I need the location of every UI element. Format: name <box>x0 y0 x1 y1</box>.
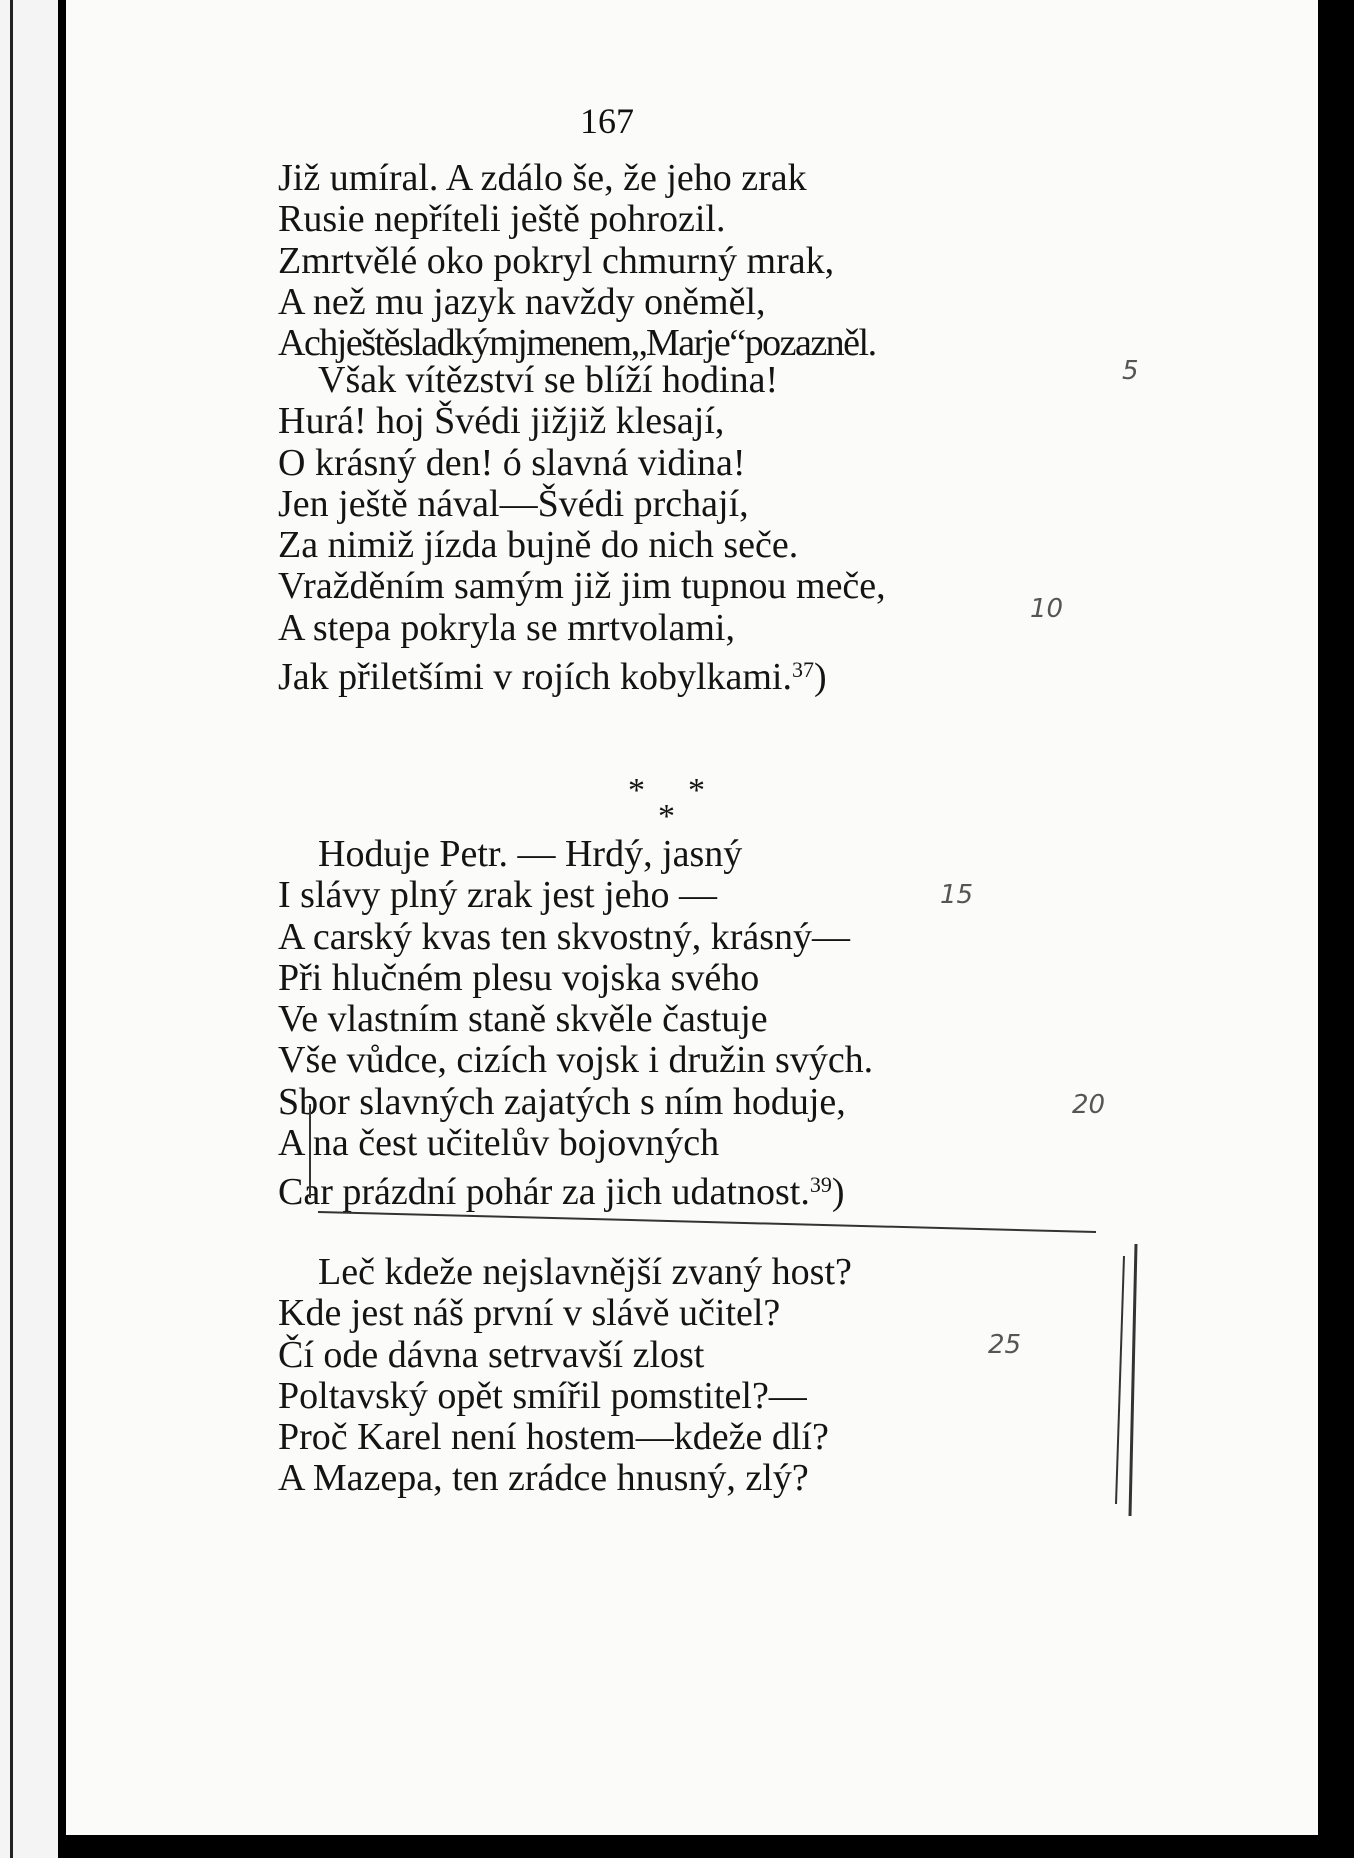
margin-line-count: 10 <box>1030 594 1064 624</box>
verse-line: Jen ještě nával—Švédi prchají, <box>278 482 749 525</box>
verse-line: Však vítězství se blíží hodina! <box>318 359 779 401</box>
footnote-paren: ) <box>831 1171 845 1214</box>
verse-line: Vražděním samým již jim tupnou meče, <box>278 565 886 608</box>
verse-line: Hurá! hoj Švédi jižjiž klesají, <box>278 400 725 443</box>
verse-line: Achještěsladkýmjmenem„Marje“pozazněl. <box>278 322 876 365</box>
separator-star: * <box>628 772 645 809</box>
page-number: 167 <box>580 101 634 141</box>
verse-line: Kde jest náš první v slávě učitel? <box>278 1292 781 1335</box>
margin-line-count: 15 <box>940 880 974 910</box>
right-bracket-line <box>1130 1244 1136 1516</box>
verse-line: Leč kdeže nejslavnější zvaný host? <box>318 1251 852 1293</box>
separator-star: * <box>688 772 705 809</box>
verse-line: Proč Karel není hostem—kdeže dlí? <box>278 1416 829 1459</box>
verse-text: Car prázdní pohár za jich udatnost. <box>278 1171 810 1214</box>
verse-line: A stepa pokryla se mrtvolami, <box>278 606 735 649</box>
separator-star: * <box>658 798 675 835</box>
margin-line-count: 20 <box>1072 1090 1106 1120</box>
margin-line-count: 25 <box>988 1330 1022 1360</box>
footnote-marker: 39 <box>809 1172 832 1198</box>
verse-line: O krásný den! ó slavná vidina! <box>278 441 746 484</box>
verse-line: Vše vůdce, cizích vojsk i družin svých. <box>278 1039 874 1082</box>
verse-text: Jak přiletšími v rojích kobylkami. <box>278 656 792 699</box>
footnote-paren: ) <box>813 656 827 699</box>
verse-line: Při hlučném plesu vojska svého <box>278 956 760 999</box>
footnote-marker: 37 <box>791 657 814 683</box>
verse-line: A na čest učitelův bojovných <box>278 1122 720 1165</box>
verse-line: Poltavský opět smířil pomstitel?— <box>278 1374 807 1417</box>
verse-line: Zmrtvělé oko pokryl chmurný mrak, <box>278 239 835 282</box>
verse-line: Sbor slavných zajatých s ním hoduje, <box>278 1080 846 1123</box>
verse-line: Čí ode dávna setrvavší zlost <box>278 1333 705 1376</box>
verse-line: I slávy plný zrak jest jeho — <box>278 874 718 917</box>
verse-line: A Mazepa, ten zrádce hnusný, zlý? <box>278 1457 809 1500</box>
verse-line: Rusie nepříteli ještě pohrozil. <box>278 198 726 241</box>
verse-line: A než mu jazyk navždy oněměl, <box>278 280 766 323</box>
verse-line: Za nimiž jízda bujně do nich seče. <box>278 524 799 567</box>
margin-line-count: 5 <box>1122 356 1139 386</box>
verse-line: A carský kvas ten skvostný, krásný— <box>278 915 851 958</box>
verse-line: Již umíral. A zdálo še, že jeho zrak <box>278 157 807 199</box>
underline-stroke <box>318 1212 1096 1232</box>
right-bracket-line <box>1116 1256 1124 1504</box>
verse-line: Hoduje Petr. — Hrdý, jasný <box>318 833 743 875</box>
verse-line: Ve vlastním staně skvěle častuje <box>278 998 768 1041</box>
